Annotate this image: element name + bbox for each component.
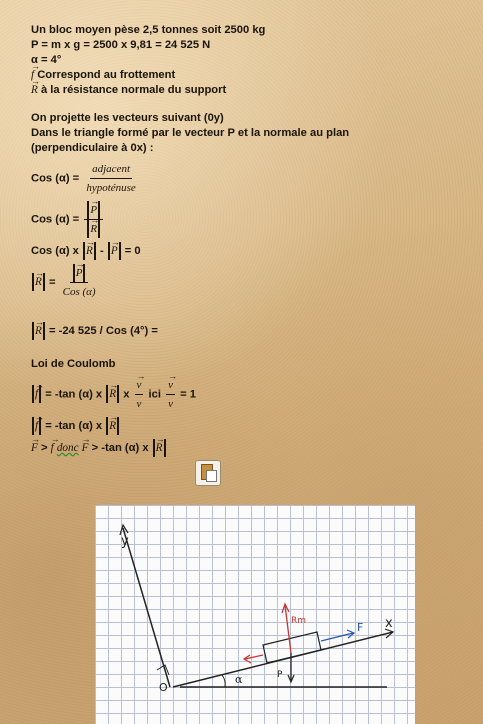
coulomb-eq-2 [31,417,461,435]
y-axis-label: y [121,534,129,549]
text-line: α = 4° [31,54,62,66]
eq-text: - [99,245,107,257]
denominator: Cos (α) [62,286,96,298]
vector-p: → P [111,242,118,260]
eq-label: Cos (α) = [31,213,80,226]
x-axis-label: x [385,616,393,631]
text-line: (perpendiculaire à 0x) : [31,142,154,154]
vector-F: → F [82,439,89,457]
vector-p: → P [90,201,97,219]
eq-text: ici [148,388,165,401]
vector-f: → f [31,68,34,83]
origin-label: O [159,681,168,694]
eq-text: > -tan (α) x [88,442,149,454]
equation-5 [31,322,461,340]
vector-r: → R [35,273,42,291]
eq-text: = 1 [180,388,196,401]
vector-r: → R [109,417,116,435]
equation-4 [31,264,461,301]
sheet-shape [206,470,217,482]
document-body [31,23,461,461]
vector-f: → f [35,417,38,435]
vector-v: → v [137,376,142,394]
fraction [135,376,144,413]
eq-text: donc [56,442,79,454]
vector-r: → R [90,220,97,238]
equation-cos-ratio [31,201,461,238]
eq-text: = [45,276,56,289]
text-span: Correspond au frottement [34,69,176,81]
vector-p: → P [76,264,83,282]
numerator: adjacent [90,160,132,179]
text-span: à la résistance normale du support [37,84,227,96]
p-label: P [277,670,283,680]
vector-f: → f [51,439,54,457]
eq-text: Cos (α) x [31,245,79,257]
equation-3 [31,242,461,260]
eq-text: = 0 [124,245,141,257]
eq-label: Cos (α) = [31,172,80,185]
denominator: v [168,398,173,410]
vector-r: → R [109,385,116,403]
vector-r: → R [35,322,42,340]
vector-r: → R [31,83,38,98]
denominator: hypoténuse [86,182,136,194]
section-title: Loi de Coulomb [31,358,116,370]
fraction [166,376,175,413]
alpha-label: α [235,673,243,686]
fraction [61,264,98,301]
rm-label: Rm [291,616,307,626]
vector-r: → R [156,439,163,457]
vector-f: → f [35,385,38,403]
text-line: P = m x g = 2500 x 9,81 = 24 525 N [31,39,211,51]
text-line: Un bloc moyen pèse 2,5 tonnes soit 2500 kg [31,24,266,36]
text-line: Dans le triangle formé par le vecteur P et la normale au plan [31,127,350,139]
diagram-svg [95,505,415,724]
f-label: F [357,621,364,634]
vector-F: → F [31,439,38,457]
eq-text: = -tan (α) x [42,388,103,401]
eq-text: = -24 525 / Cos (4°) = [45,325,158,337]
paste-options-icon[interactable] [195,460,221,486]
vector-r: → R [86,242,93,260]
coulomb-eq-1 [31,376,461,413]
eq-text: > [37,442,51,454]
vector-v: → v [168,376,173,394]
diagram-photo [95,505,415,724]
text-line [31,68,461,83]
eq-text: = -tan (α) x [42,420,103,432]
text-line [31,83,461,98]
denominator: v [136,398,142,410]
text-line: On projette les vecteurs suivant (0y) [31,112,224,124]
eq-text: x [120,388,133,401]
coulomb-eq-3 [31,439,461,457]
